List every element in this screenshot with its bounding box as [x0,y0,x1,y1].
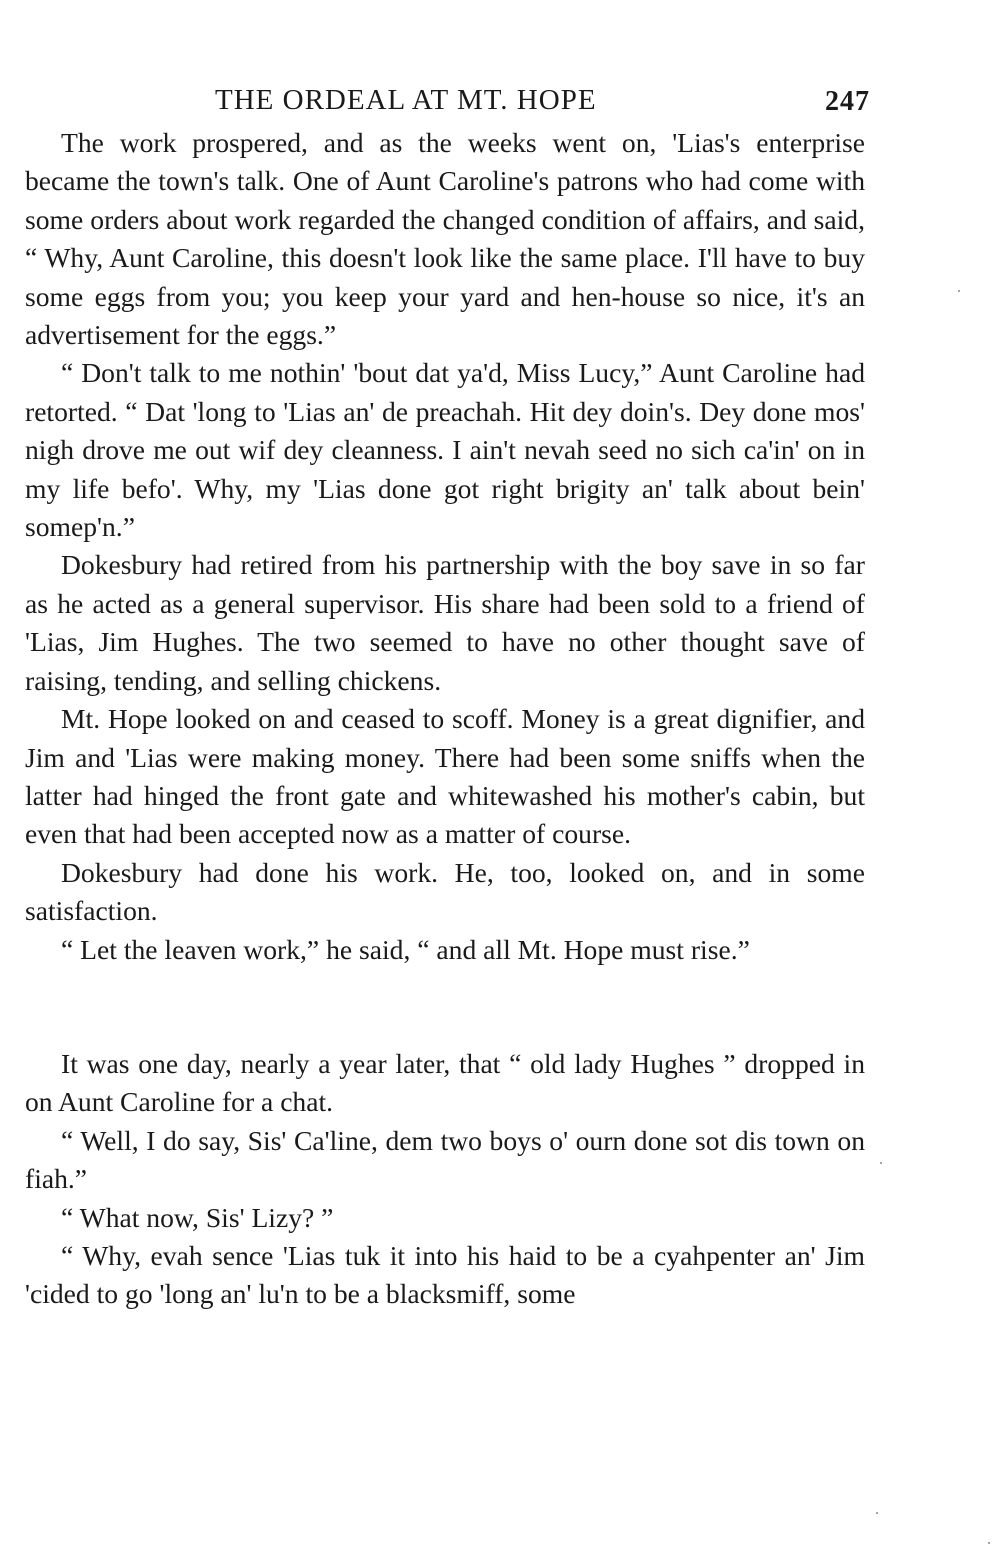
paragraph: “ Let the leaven work,” he said, “ and all Mt. Hope must rise.” [61,933,750,965]
paragraph: The work prospered, and as the weeks went on, 'Lias's enterprise became the town's talk. One of Aunt Caroline's patrons who had come with some orders about work regarded the changed condition of affairs, and said, “ Why, Aunt Caroline, this doesn't look like the same place. I'll have to buy some eggs from you; you keep your yard and hen-house so nice, it's an advertisement for the eggs.” [25,127,865,351]
running-title: THE ORDEAL AT MT. HOPE [215,84,597,116]
body-text [25,124,865,1314]
section-break [25,969,865,1045]
paragraph: “ Why, evah sence 'Lias tuk it into his haid to be a cyahpenter an' Jim 'cided to go 'long an' lu'n to be a blacksmiff, some [25,1239,865,1310]
running-header [25,80,870,124]
paragraph: “ What now, Sis' Lizy? ” [61,1201,334,1233]
paragraph: “ Well, I do say, Sis' Ca'line, dem two boys o' ourn done sot dis town on fiah.” [25,1124,865,1195]
scan-speck [876,1512,878,1514]
paragraph: “ Don't talk to me nothin' 'bout dat ya'd, Miss Lucy,” Aunt Caroline had retorted. “ Dat 'long to 'Lias an' de preachah. Hit dey doin's. Dey done mos' nigh drove me out wif dey cleanness. I ain't nevah seed no sich ca'in' on in my life befo'. Why, my 'Lias done got right brigity an' talk about bein' somep'n.” [25,357,865,543]
book-page [25,80,870,1314]
scan-speck [988,1542,990,1544]
paragraph: It was one day, nearly a year later, that “ old lady Hughes ” dropped in on Aunt Caroline for a chat. [25,1047,865,1118]
paragraph: Mt. Hope looked on and ceased to scoff. Money is a great dignifier, and Jim and 'Lias were making money. There had been some sniffs when the latter had hinged the front gate and whitewashed his mother's cabin, but even that had been accepted now as a matter of course. [25,703,865,850]
scan-speck [880,1162,882,1164]
scan-speck [958,290,960,292]
page-number: 247 [825,86,870,117]
paragraph: Dokesbury had retired from his partnership with the boy save in so far as he acted as a general supervisor. His share had been sold to a friend of 'Lias, Jim Hughes. The two seemed to have no other thought save of raising, tending, and selling chickens. [25,549,865,696]
paragraph: Dokesbury had done his work. He, too, looked on, and in some satisfaction. [25,856,865,927]
